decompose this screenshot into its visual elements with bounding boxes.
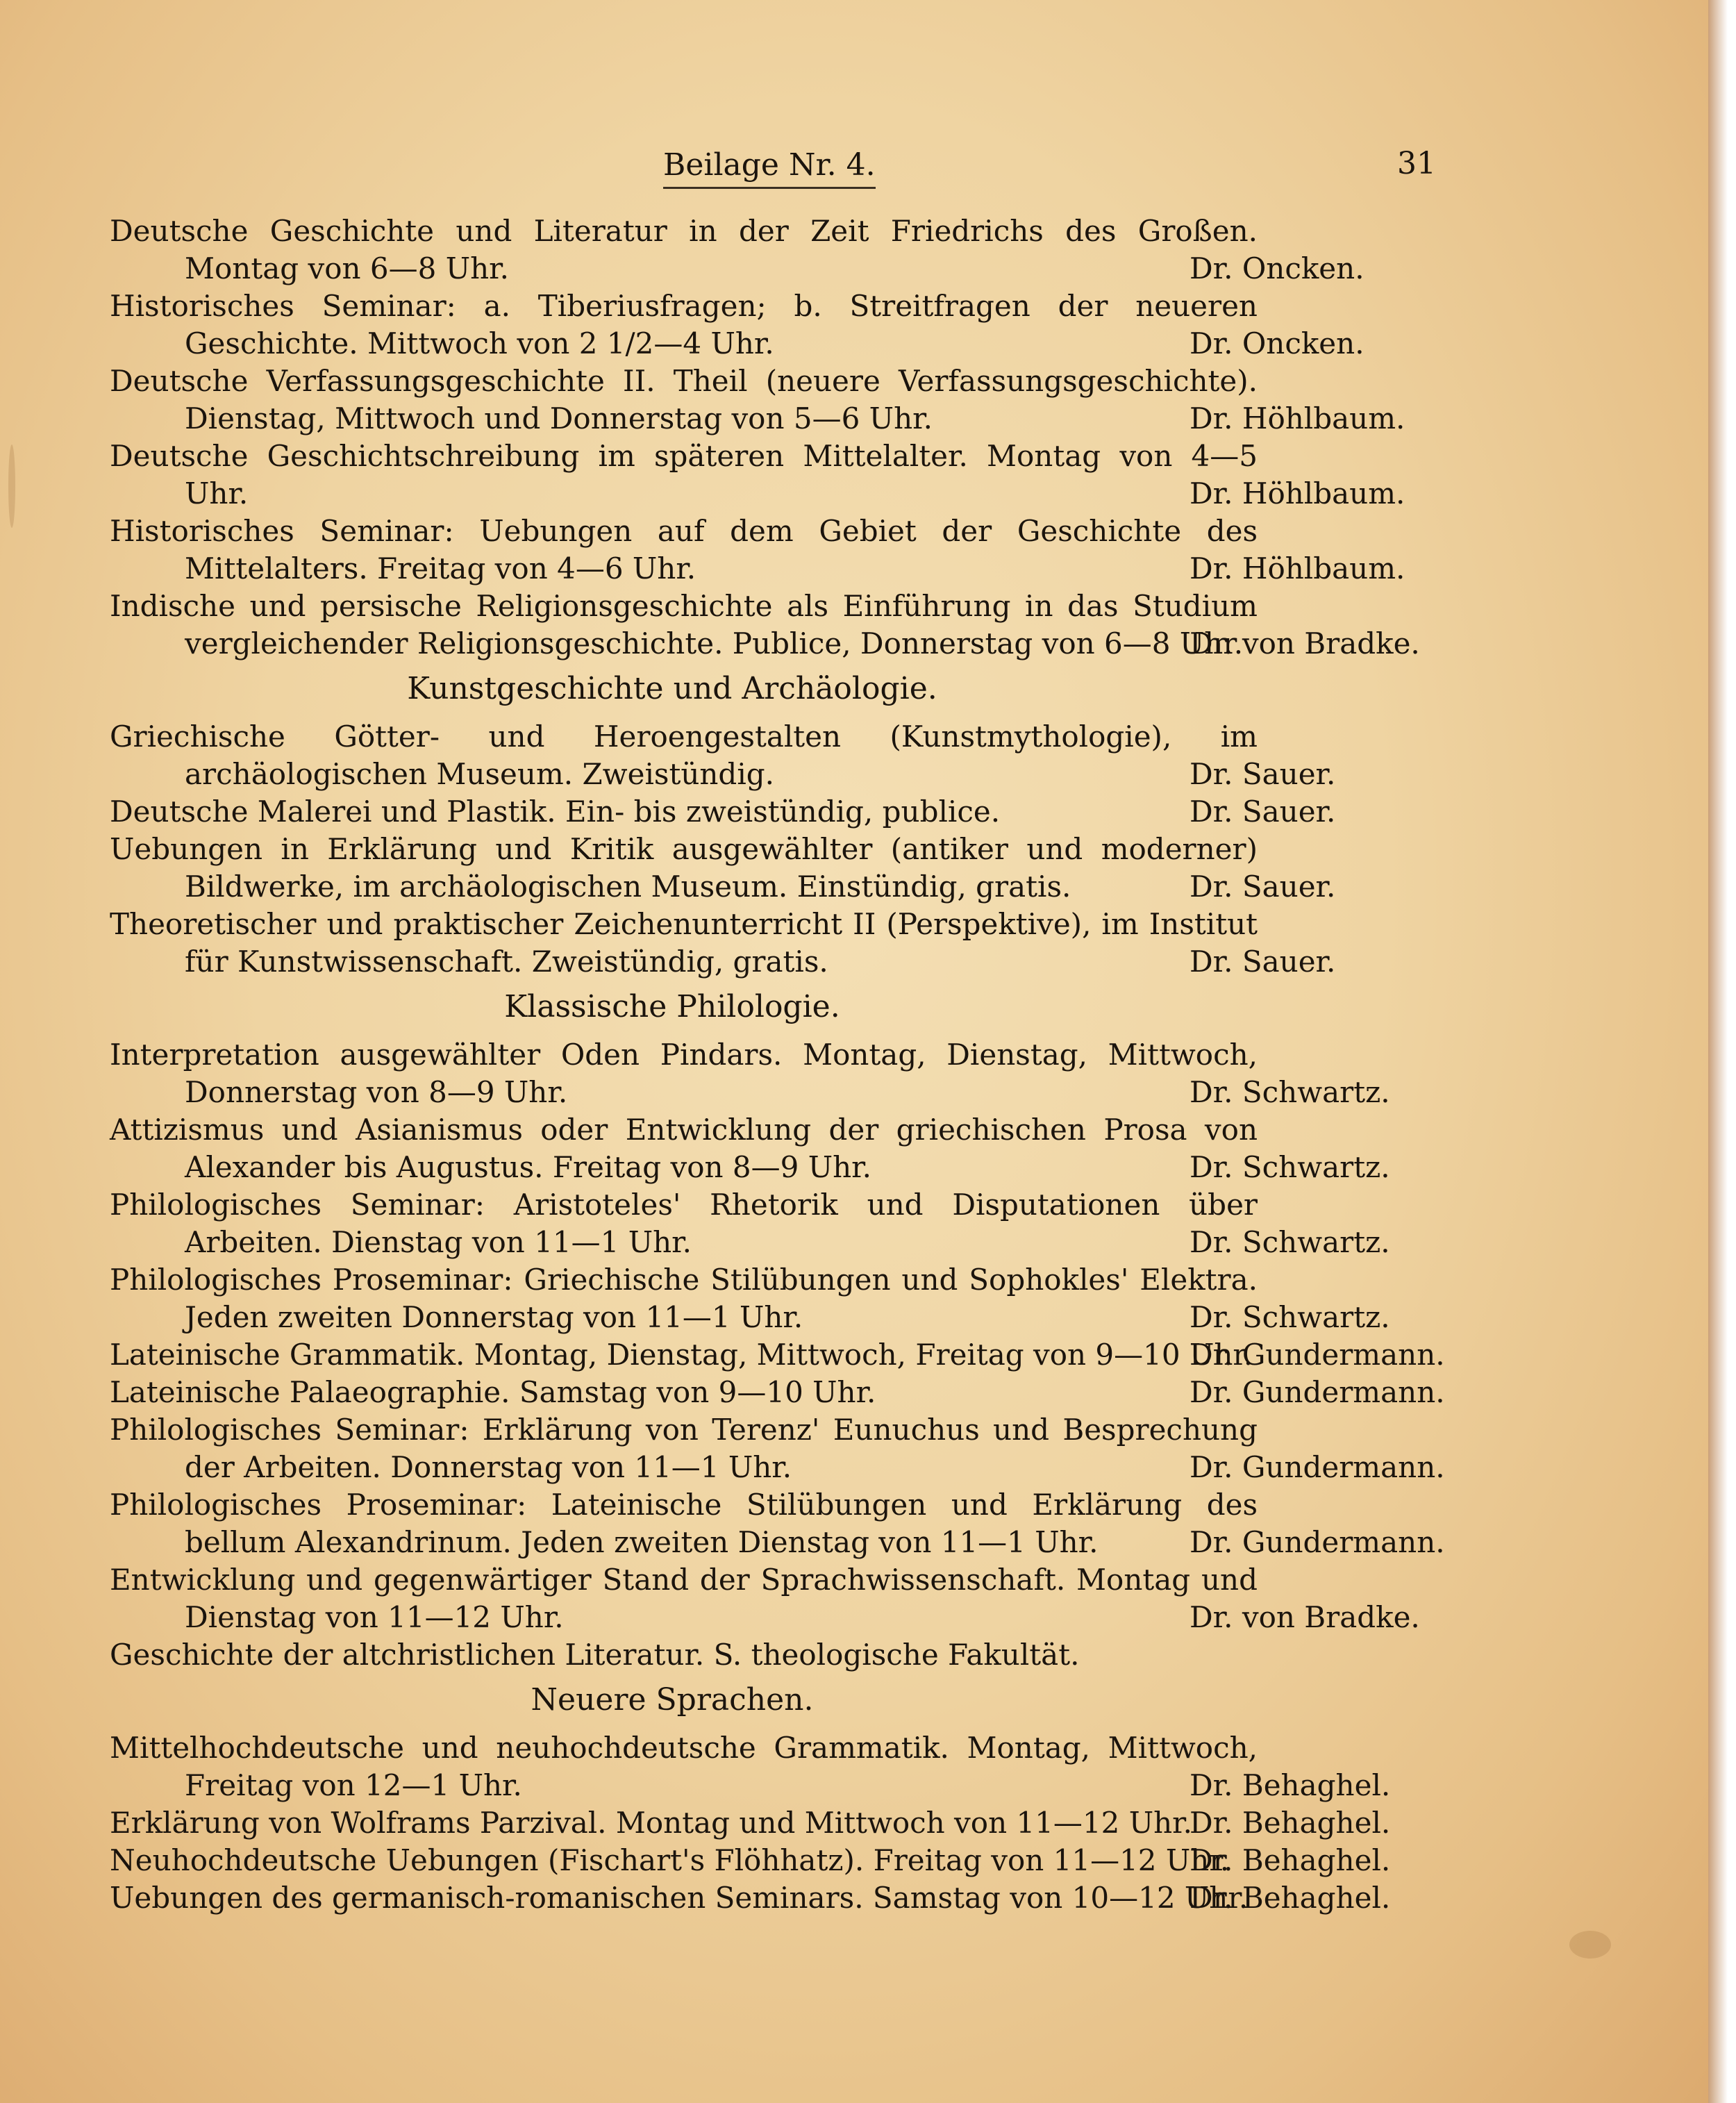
course-description: Geschichte der altchristlichen Literatur. S. theologische Fakultät. — [110, 1638, 1080, 1672]
course-entry — [110, 1486, 1445, 1561]
course-entry — [110, 1036, 1429, 1111]
lecturer-name: Dr. Höhlbaum. — [1190, 476, 1405, 510]
course-entry — [110, 1561, 1429, 1636]
course-description: Theoretischer und praktischer Zeichenunterricht II (Perspektive), im Institut für Kunstwissenschaft. Zweistündig, gratis. — [110, 907, 1258, 979]
course-description: Lateinische Grammatik. Montag, Dienstag, Mittwoch, Freitag von 9—10 Uhr. — [110, 1338, 1253, 1372]
lecturer-name: Dr. Schwartz. — [1190, 1075, 1390, 1109]
course-description: Philologisches Seminar: Aristoteles' Rhetorik und Disputationen über Arbeiten. Dienstag von 11—1 Uhr. — [110, 1188, 1258, 1259]
lecturer-name: Dr. Höhlbaum. — [1190, 551, 1405, 585]
course-entry — [110, 213, 1429, 288]
lecturer-name: Dr. Gundermann. — [1190, 1338, 1445, 1372]
lecturer-name: Dr. Behaghel. — [1190, 1881, 1391, 1915]
lecturer-name: Dr. Behaghel. — [1190, 1768, 1391, 1802]
course-description: Neuhochdeutsche Uebungen (Fischart's Flöhhatz). Freitag von 11—12 Uhr. — [110, 1843, 1230, 1877]
course-description: Lateinische Palaeographie. Samstag von 9—10 Uhr. — [110, 1375, 876, 1409]
course-description: Griechische Götter- und Heroengestalten (Kunstmythologie), im archäologischen Museum. Zweistündig. — [110, 720, 1258, 791]
course-entry — [110, 1261, 1429, 1336]
lecturer-name: Dr. Sauer. — [1190, 870, 1336, 904]
course-description: Deutsche Verfassungsgeschichte II. Theil (neuere Verfassungsgeschichte). Dienstag, Mittwoch und Donnerstag von 5—6 Uhr. — [110, 364, 1258, 435]
section-heading: Neuere Sprachen. — [531, 1682, 814, 1718]
lecturer-name: Dr. Schwartz. — [1190, 1300, 1390, 1334]
course-description: Attizismus und Asianismus oder Entwicklung der griechischen Prosa von Alexander bis Augustus. Freitag von 8—9 Uhr. — [110, 1113, 1258, 1184]
lecturer-name: Dr. Sauer. — [1190, 945, 1336, 979]
lecturer-name: Dr. Behaghel. — [1190, 1806, 1391, 1840]
lecturer-name: Dr. Gundermann. — [1190, 1375, 1445, 1409]
course-entry — [110, 1374, 1445, 1411]
course-description: Philologisches Proseminar: Lateinische Stilübungen und Erklärung des bellum Alexandrinum. Jeden zweiten Dienstag von 11—1 Uhr. — [110, 1488, 1258, 1559]
course-entry — [110, 1636, 1429, 1674]
course-entry — [110, 1804, 1429, 1842]
course-description: Deutsche Malerei und Plastik. Ein- bis zweistündig, publice. — [110, 795, 1001, 829]
lecturer-name: Dr. Behaghel. — [1190, 1843, 1391, 1877]
supplement-title: Beilage Nr. 4. — [663, 147, 876, 189]
lecturer-name: Dr. Sauer. — [1190, 795, 1336, 829]
page-edge — [1708, 0, 1736, 2103]
lecturer-name: Dr. von Bradke. — [1190, 1600, 1420, 1634]
course-entry — [110, 718, 1429, 793]
course-entry — [110, 363, 1429, 438]
lecturer-name: Dr. Oncken. — [1190, 326, 1364, 360]
course-entry — [110, 1879, 1429, 1917]
course-entry — [110, 1411, 1445, 1486]
paper-stain — [8, 444, 15, 528]
course-description: Deutsche Geschichtschreibung im späteren Mittelalter. Montag von 4—5 Uhr. — [110, 439, 1258, 510]
paper-stain — [1569, 1931, 1611, 1959]
course-entry — [110, 1729, 1429, 1804]
lecturer-name: Dr. Sauer. — [1190, 757, 1336, 791]
course-entry — [110, 438, 1429, 513]
lecturer-name: Dr. Schwartz. — [1190, 1150, 1390, 1184]
course-description: Entwicklung und gegenwärtiger Stand der Sprachwissenschaft. Montag und Dienstag von 11—12 Uhr. — [110, 1563, 1258, 1634]
course-listing — [110, 213, 1445, 1917]
course-description: Deutsche Geschichte und Literatur in der Zeit Friedrichs des Großen. Montag von 6—8 Uhr. — [110, 214, 1258, 285]
course-description: Uebungen des germanisch-romanischen Seminars. Samstag von 10—12 Uhr. — [110, 1881, 1249, 1915]
course-description: Historisches Seminar: a. Tiberiusfragen; b. Streitfragen der neueren Geschichte. Mittwoch von 2 1/2—4 Uhr. — [110, 289, 1258, 360]
course-entry — [110, 588, 1429, 663]
course-entry — [110, 1111, 1429, 1186]
lecturer-name: Dr. Schwartz. — [1190, 1225, 1390, 1259]
lecturer-name: Dr. Höhlbaum. — [1190, 401, 1405, 435]
course-entry — [110, 793, 1429, 831]
course-description: Historisches Seminar: Uebungen auf dem Gebiet der Geschichte des Mittelalters. Freitag von 4—6 Uhr. — [110, 514, 1258, 585]
course-description: Philologisches Proseminar: Griechische Stilübungen und Sophokles' Elektra. Jeden zweiten Donnerstag von 11—1 Uhr. — [110, 1263, 1258, 1334]
course-entry — [110, 906, 1429, 981]
course-entry — [110, 1336, 1445, 1374]
course-description: Erklärung von Wolframs Parzival. Montag und Mittwoch von 11—12 Uhr. — [110, 1806, 1192, 1840]
section-heading: Kunstgeschichte und Archäologie. — [407, 671, 937, 706]
course-description: Mittelhochdeutsche und neuhochdeutsche Grammatik. Montag, Mittwoch, Freitag von 12—1 Uhr. — [110, 1731, 1258, 1802]
course-entry — [110, 288, 1429, 363]
course-entry — [110, 831, 1429, 906]
section-heading: Klassische Philologie. — [504, 989, 840, 1024]
lecturer-name: Dr. Gundermann. — [1190, 1450, 1445, 1484]
course-description: Indische und persische Religionsgeschichte als Einführung in das Studium vergleichender Religionsgeschichte. Publice, Donnerstag von 6—8 Uhr. — [110, 589, 1258, 660]
course-description: Uebungen in Erklärung und Kritik ausgewählter (antiker und moderner) Bildwerke, im archäologischen Museum. Einstündig, gratis. — [110, 832, 1258, 904]
course-description: Philologisches Seminar: Erklärung von Terenz' Eunuchus und Besprechung der Arbeiten. Donnerstag von 11—1 Uhr. — [110, 1413, 1258, 1484]
course-entry — [110, 1842, 1429, 1879]
lecturer-name: Dr. Oncken. — [1190, 251, 1364, 285]
page-number: 31 — [1397, 146, 1436, 181]
lecturer-name: Dr. von Bradke. — [1190, 626, 1420, 660]
course-entry — [110, 1186, 1429, 1261]
course-entry — [110, 513, 1429, 588]
course-description: Interpretation ausgewählter Oden Pindars. Montag, Dienstag, Mittwoch, Donnerstag von 8—9 Uhr. — [110, 1038, 1258, 1109]
lecturer-name: Dr. Gundermann. — [1190, 1525, 1445, 1559]
